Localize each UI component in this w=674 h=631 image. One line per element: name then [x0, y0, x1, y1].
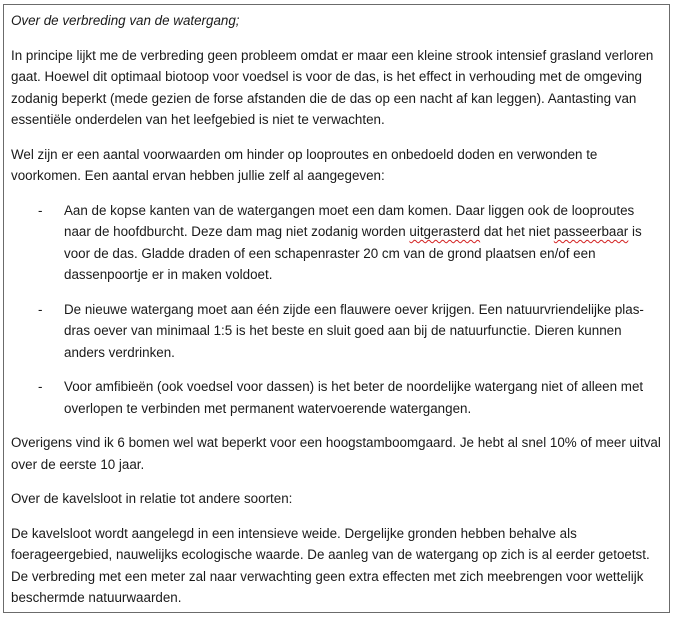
list-item [11, 376, 661, 419]
section-title: Over de verbreding van de watergang; [11, 13, 240, 28]
bullet-text: Voor amfibieën (ook voedsel voor dassen) is het beter de noordelijke watergang niet of alleen met overlopen te verbinden met permanent watervoerende watergangen. [64, 379, 644, 416]
conditions-list [11, 200, 661, 420]
bullet-text-part: Aan de kopse kanten van de watergangen moet een dam komen. Daar liggen ook de looproutes naar de hoofdburcht. Deze dam mag niet zodanig worden [64, 202, 635, 239]
bullet-text-part: dat het niet [480, 224, 554, 239]
bullet-dash: - [38, 379, 43, 394]
paragraph-subheading: Over de kavelsloot in relatie tot andere soorten: [11, 491, 293, 506]
cropped-footer-text [240, 624, 400, 631]
list-item [11, 200, 661, 286]
bullet-dash: - [38, 301, 43, 317]
list-item [11, 299, 661, 364]
spellcheck-flagged-word[interactable]: uitgerasterd [409, 224, 481, 239]
bullet-dash: - [38, 202, 43, 218]
paragraph-conditions: Wel zijn er een aantal voorwaarden om hinder op looproutes en onbedoeld doden en verwonden te voorkomen. Een aantal ervan hebben jullie zelf al aangegeven: [11, 146, 598, 183]
document-body [11, 10, 661, 622]
cropped-corner-mark [654, 623, 666, 631]
paragraph-intro: In principe lijkt me de verbreding geen probleem omdat er maar een kleine strook intensief grasland verloren gaat. Hoewel dit optimaal biotoop voor voedsel is voor de das, is het effect in verhouding met de omgeving zodanig beperkt (mede gezien de forse afstanden die de das op een nacht af kan leggen). Aantasting van essentiële onderdelen van het leefgebied is niet te verwachten. [11, 47, 654, 127]
spellcheck-flagged-word[interactable]: passeerbaar [553, 224, 629, 239]
bullet-text-part: is voor de das. Gladde draden of een schapenraster 20 cm van de grond plaatsen en/of een dassenpoortje er in maken voldoet. [64, 224, 642, 282]
bullet-text: De nieuwe watergang moet aan één zijde een flauwere oever krijgen. Een natuurvriendelijke plas-dras oever van minimaal 1:5 is het beste en sluit goed aan bij de natuurfunctie. Dieren kunnen anders verdrinken. [64, 301, 644, 360]
paragraph-orchard: Overigens vind ik 6 bomen wel wat beperkt voor een hoogstamboomgaard. Je hebt al snel 10% of meer uitval over de eerste 10 jaar. [11, 435, 661, 472]
paragraph-kavelsloot: De kavelsloot wordt aangelegd in een intensieve weide. Dergelijke gronden hebben behalve als foerageergebied, nauwelijks ecologische waarde. De aanleg van de watergang op zich is al eerder getoetst. De verbreding met een meter zal naar verwachting geen extra effecten met zich meebrengen voor wettelijk beschermde natuurwaarden. [11, 525, 650, 605]
